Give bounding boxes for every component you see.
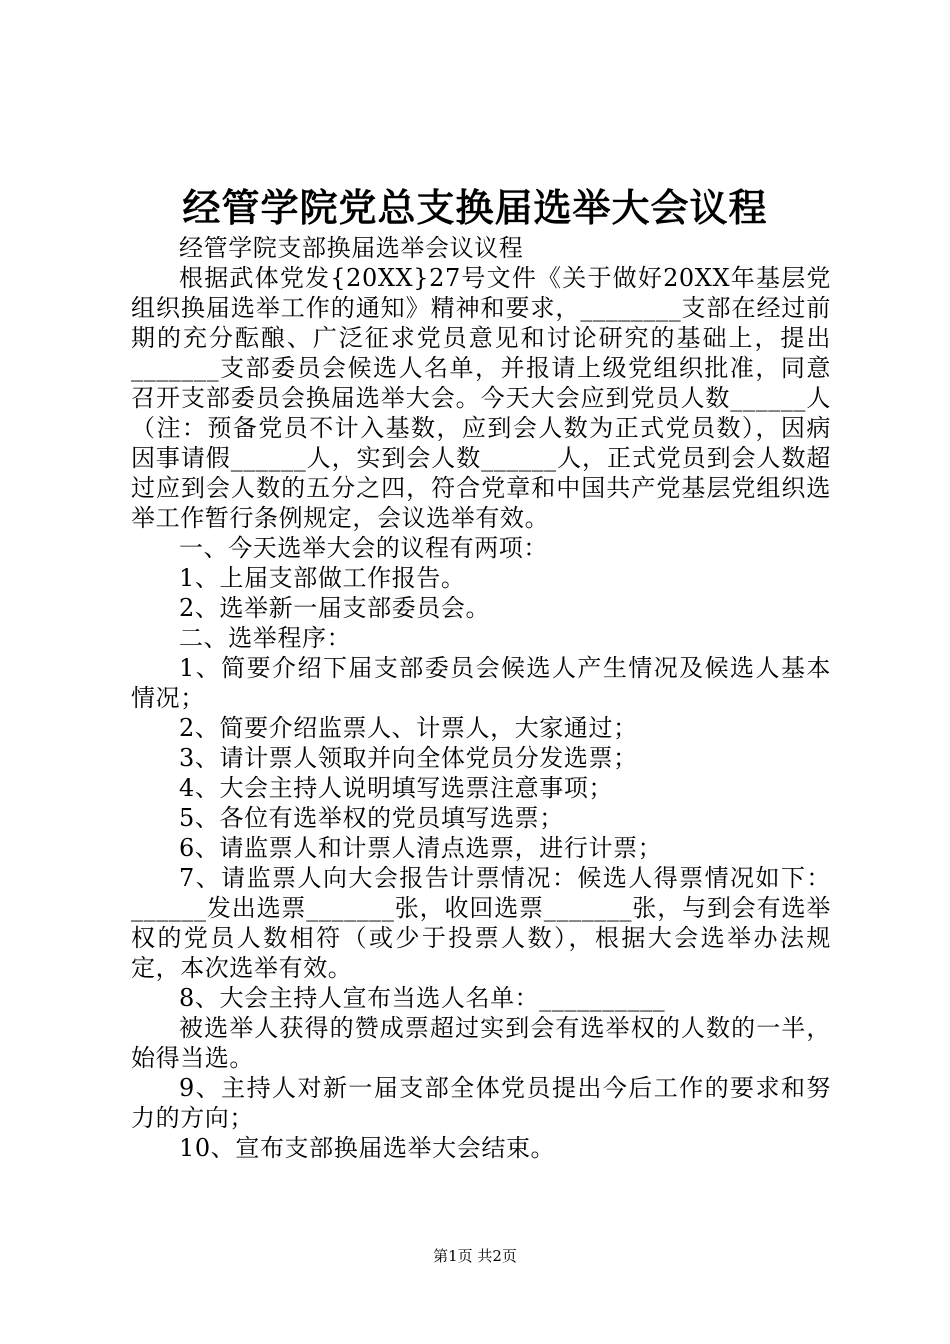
intro-paragraph: 根据武体党发{20XX}27号文件《关于做好20XX年基层党组织换届选举工作的通知》精神和要求，________支部在经过前期的充分酝酿、广泛征求党员意见和讨论研究的基础上，提出_______支部委员会候选人名单，并报请上级党组织批准，同意召开支部委员会换届选举大会。今天大会应到党员人数______人（注：预备党员不计入基数，应到会人数为正式党员数），因病因事请假______人，实到会人数______人，正式党员到会人数超过应到会人数的五分之四，符合党章和中国共产党基层党组织选举工作暂行条例规定，会议选举有效。 [131, 264, 831, 532]
procedure-item: 9、主持人对新一届支部全体党员提出今后工作的要求和努力的方向； [131, 1074, 831, 1132]
agenda-item: 2、选举新一届支部委员会。 [179, 594, 491, 622]
procedure-item: 5、各位有选举权的党员填写选票； [179, 804, 564, 832]
procedure-item: 4、大会主持人说明填写选票注意事项； [179, 774, 614, 802]
procedure-item: 6、请监票人和计票人清点选票，进行计票； [179, 834, 663, 862]
agenda-heading: 一、今天选举大会的议程有两项： [179, 534, 548, 562]
document-body [131, 233, 831, 1163]
procedure-heading: 二、选举程序： [179, 624, 352, 652]
page-title: 经管学院党总支换届选举大会议程 [182, 186, 768, 230]
procedure-item: 1、简要介绍下届支部委员会候选人产生情况及候选人基本情况； [131, 654, 831, 712]
page-number-footer: 第1页 共2页 [433, 1247, 517, 1265]
procedure-item: 7、请监票人向大会报告计票情况：候选人得票情况如下：______发出选票_______张，收回选票_______张，与到会有选举权的党员人数相符（或少于投票人数），根据大会选举办法规定，本次选举有效。 [131, 864, 831, 982]
procedure-item: 2、简要介绍监票人、计票人，大家通过； [179, 714, 638, 742]
agenda-item: 1、上届支部做工作报告。 [179, 564, 466, 592]
procedure-item: 8、大会主持人宣布当选人名单：__________ [179, 984, 666, 1012]
procedure-item: 10、宣布支部换届选举大会结束。 [179, 1134, 556, 1162]
procedure-item: 3、请计票人领取并向全体党员分发选票； [179, 744, 638, 772]
election-rule-paragraph: 被选举人获得的赞成票超过实到会有选举权的人数的一半，始得当选。 [131, 1014, 831, 1072]
subtitle-paragraph: 经管学院支部换届选举会议议程 [179, 234, 524, 262]
